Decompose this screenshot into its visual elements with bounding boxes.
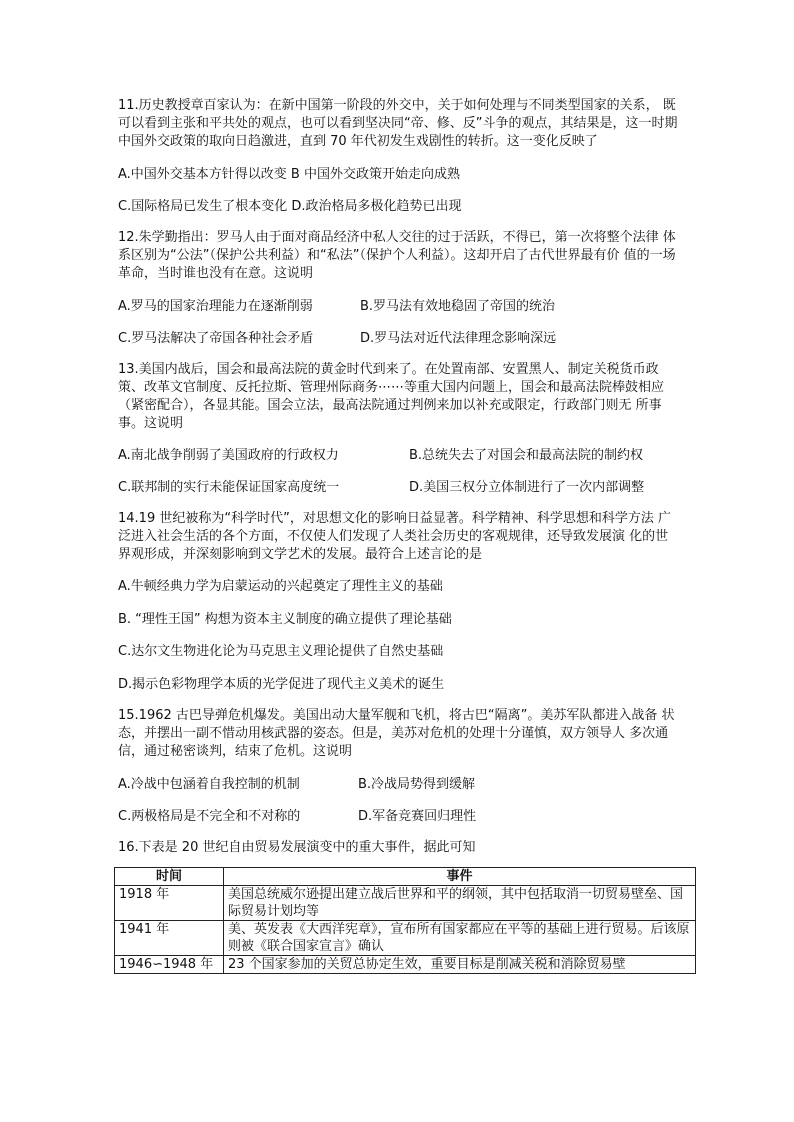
table-cell-event: 美国总统威尔逊提出建立战后世界和平的纲领，其中包括取消一切贸易壁垒、国际贸易计划均等 <box>224 886 696 921</box>
q12-option-d: D.罗马法对近代法律理念影响深远 <box>360 331 557 346</box>
q13-option-d: D.美国三权分立体制进行了一次内部调整 <box>409 480 645 495</box>
q13-option-b: B.总统失去了对国会和最高法院的制约权 <box>409 448 644 463</box>
q14-option-a: A.牛顿经典力学为启蒙运动的兴起奠定了理性主义的基础 <box>118 579 443 594</box>
q14-option-c: C.达尔文生物进化论为马克思主义理论提供了自然史基础 <box>118 644 444 659</box>
q14-stem: 14.19 世纪被称为“科学时代”，对思想文化的影响日益显著。科学精神、科学思想和科学方法 广泛进入社会生活的各个方面，不仅使人们发现了人类社会历史的客观规律，还导致发展演 化的世界观形成，并深刻影响到文学艺术的发展。最符合上述言论的是 <box>118 511 671 562</box>
q11-stem: 11.历史教授章百家认为：在新中国第一阶段的外交中，关于如何处理与不同类型国家的关系， 既可以看到主张和平共处的观点，也可以看到坚决同“帝、修、反”斗争的观点，其结果是，这一时期中国外交政策的取向日趋激进，直到 70 年代初发生戏剧性的转折。这一变化反映了 <box>118 98 678 149</box>
q12-stem: 12.朱学勤指出：罗马人由于面对商品经济中私人交往的过于活跃，不得已，第一次将整个法律 体系区别为“公法”（保护公共利益）和“私法”（保护个人利益）。这却开启了古代世界最有价 值的一场革命，当时谁也没有在意。这说明 <box>118 230 676 281</box>
q15-option-a: A.冷战中包涵着自我控制的机制 <box>118 777 300 792</box>
table-header-event: 事件 <box>224 868 696 886</box>
q13-options-row1 <box>118 447 678 465</box>
exam-page <box>118 97 690 974</box>
q13-options-row2 <box>118 479 678 497</box>
events-table <box>114 867 696 974</box>
table-row <box>115 956 696 974</box>
table-cell-time: 1941 年 <box>115 921 224 956</box>
q12-option-a: A.罗马的国家治理能力在逐渐削弱 <box>118 299 313 314</box>
q15-option-d: D.军备竞赛回归理性 <box>358 809 477 824</box>
q13-option-a: A.南北战争削弱了美国政府的行政权力 <box>118 448 339 463</box>
table-cell-event: 美、英发表《大西洋宪章》，宣布所有国家都应在平等的基础上进行贸易。后该原则被《联合国家宣言》确认 <box>224 921 696 956</box>
table-header-time: 时间 <box>115 868 224 886</box>
table-header-row <box>115 868 696 886</box>
q12-option-b: B.罗马法有效地稳固了帝国的统治 <box>360 299 556 314</box>
table-row <box>115 921 696 956</box>
q15-option-b: B.冷战局势得到缓解 <box>358 777 476 792</box>
q15-stem: 15.1962 古巴导弹危机爆发。美国出动大量军舰和飞机，将古巴“隔离”。美苏军队都进入战备 状态，并摆出一副不惜动用核武器的姿态。但是，美苏对危机的处理十分谨慎，双方领导人 多次通信，通过秘密谈判，结束了危机。这说明 <box>118 708 675 759</box>
q12-option-c: C.罗马法解决了帝国各种社会矛盾 <box>118 331 314 346</box>
table-row <box>115 886 696 921</box>
table-cell-time: 1918 年 <box>115 886 224 921</box>
q14-option-d: D.揭示色彩物理学本质的光学促进了现代主义美术的诞生 <box>118 677 445 692</box>
q11-options-cd: C.国际格局已发生了根本变化 D.政治格局多极化趋势已出现 <box>118 199 462 214</box>
table-cell-event: 23 个国家参加的关贸总协定生效，重要目标是削减关税和消除贸易壁 <box>224 956 696 974</box>
q16-stem: 16.下表是 20 世纪自由贸易发展演变中的重大事件，据此可知 <box>118 840 476 855</box>
q14-option-b: B. “理性王国” 构想为资本主义制度的确立提供了理论基础 <box>118 612 452 627</box>
q15-options-row1 <box>118 776 678 794</box>
q15-options-row2 <box>118 808 678 826</box>
q15-option-c: C.两极格局是不完全和不对称的 <box>118 809 301 824</box>
q11-options-ab: A.中国外交基本方针得以改变 B 中国外交政策开始走向成熟 <box>118 167 460 182</box>
q13-option-c: C.联邦制的实行未能保证国家高度统一 <box>118 480 340 495</box>
q12-options-row2 <box>118 330 678 348</box>
q12-options-row1 <box>118 298 678 316</box>
table-cell-time: 1946∽1948 年 <box>115 956 224 974</box>
q13-stem: 13.美国内战后，国会和最高法院的黄金时代到来了。在处置南部、安置黑人、制定关税货币政 策、改革文官制度、反托拉斯、管理州际商务⋯⋯等重大国内问题上，国会和最高法院棒鼓相应（紧密配合），各显其能。国会立法，最高法院通过判例来加以补充或限定，行政部门则无 所事事。这说明 <box>118 362 665 431</box>
